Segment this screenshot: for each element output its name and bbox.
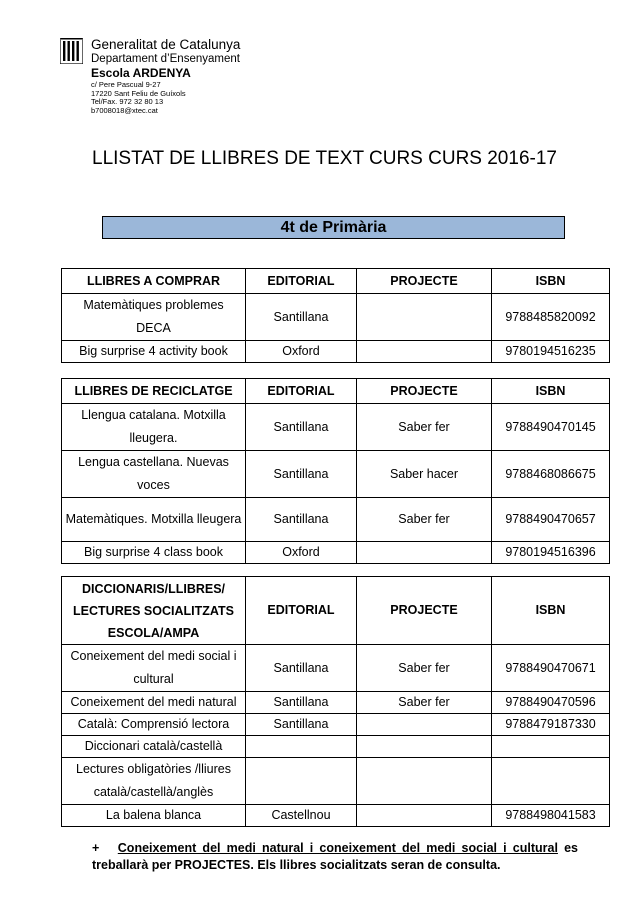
table-row: [62, 542, 610, 564]
table-row: [62, 714, 610, 736]
table-row: [62, 692, 610, 714]
table-row: [62, 758, 610, 805]
generalitat-logo-icon: [60, 38, 83, 64]
column-header: ISBN: [492, 577, 610, 645]
book-project: [357, 758, 492, 805]
book-project: Saber fer: [357, 645, 492, 692]
book-title: Matemàtiques problemes DECA: [62, 294, 246, 341]
table-row: [62, 498, 610, 542]
address-line: c/ Pere Pascual 9-27: [91, 80, 161, 89]
column-header: EDITORIAL: [246, 577, 357, 645]
projects-note: [92, 840, 578, 874]
column-header: ISBN: [492, 379, 610, 404]
document-title: LLISTAT DE LLIBRES DE TEXT CURS CURS 2016-17: [92, 148, 557, 169]
column-header: EDITORIAL: [246, 379, 357, 404]
column-header: LLIBRES DE RECICLATGE: [62, 379, 246, 404]
book-project: [357, 341, 492, 363]
book-project: Saber fer: [357, 498, 492, 542]
department-name: Departament d’Ensenyament: [91, 53, 240, 65]
address-line: 17220 Sant Feliu de Guíxols: [91, 88, 186, 98]
book-publisher: Santillana: [246, 714, 357, 736]
book-title: Big surprise 4 activity book: [62, 341, 246, 363]
book-isbn: 9788468086675: [492, 451, 610, 498]
book-project: Saber fer: [357, 404, 492, 451]
book-title: Matemàtiques. Motxilla lleugera: [62, 498, 246, 542]
book-title: Lengua castellana. Nuevas voces: [62, 451, 246, 498]
book-project: Saber fer: [357, 692, 492, 714]
book-title: Lectures obligatòries /lliures català/castellà/anglès: [62, 758, 246, 805]
book-title: La balena blanca: [62, 805, 246, 827]
book-publisher: Santillana: [246, 294, 357, 341]
book-title: Català: Comprensió lectora: [62, 714, 246, 736]
book-publisher: Santillana: [246, 692, 357, 714]
table-header-row: [62, 379, 610, 404]
book-publisher: Oxford: [246, 341, 357, 363]
book-publisher: Santillana: [246, 451, 357, 498]
table-row: [62, 805, 610, 827]
table-row: [62, 645, 610, 692]
book-title: Big surprise 4 class book: [62, 542, 246, 564]
book-isbn: 9788479187330: [492, 714, 610, 736]
book-isbn: [492, 758, 610, 805]
book-isbn: 9788498041583: [492, 805, 610, 827]
book-isbn: 9788490470145: [492, 404, 610, 451]
book-project: [357, 714, 492, 736]
column-header: PROJECTE: [357, 577, 492, 645]
book-isbn: 9788485820092: [492, 294, 610, 341]
address-line: Tel/Fax. 972 32 80 13: [91, 97, 164, 106]
table-row: [62, 341, 610, 363]
books-to-buy-table: [61, 268, 610, 363]
note-text: es treballarà per PROJECTES. Els llibres socialitzats seran de consulta.: [92, 841, 578, 872]
table-row: [62, 736, 610, 758]
book-project: [357, 542, 492, 564]
column-header: LLIBRES A COMPRAR: [62, 269, 246, 294]
book-project: [357, 805, 492, 827]
book-title: Llengua catalana. Motxilla lleugera.: [62, 404, 246, 451]
column-header: DICCIONARIS/LLIBRES/ LECTURES SOCIALITZATS ESCOLA/AMPA: [62, 577, 246, 645]
school-address: [91, 81, 240, 115]
book-isbn: 9788490470657: [492, 498, 610, 542]
book-publisher: [246, 736, 357, 758]
column-header: ISBN: [492, 269, 610, 294]
book-isbn: 9788490470671: [492, 645, 610, 692]
column-header: PROJECTE: [357, 379, 492, 404]
book-isbn: 9780194516235: [492, 341, 610, 363]
recycled-books-table: [61, 378, 610, 564]
school-name: Escola ARDENYA: [91, 66, 191, 80]
book-isbn: 9780194516396: [492, 542, 610, 564]
org-name: Generalitat de Catalunya: [91, 37, 241, 52]
table-header-row: [62, 577, 610, 645]
book-project: [357, 736, 492, 758]
table-header-row: [62, 269, 610, 294]
book-publisher: Santillana: [246, 645, 357, 692]
book-publisher: Santillana: [246, 498, 357, 542]
book-isbn: 9788490470596: [492, 692, 610, 714]
column-header: PROJECTE: [357, 269, 492, 294]
grade-heading: 4t de Primària: [102, 216, 565, 239]
book-title: Coneixement del medi social i cultural: [62, 645, 246, 692]
book-publisher: [246, 758, 357, 805]
table-row: [62, 404, 610, 451]
book-publisher: Castellnou: [246, 805, 357, 827]
book-title: Diccionari català/castellà: [62, 736, 246, 758]
book-isbn: [492, 736, 610, 758]
book-publisher: Santillana: [246, 404, 357, 451]
table-row: [62, 451, 610, 498]
book-project: Saber hacer: [357, 451, 492, 498]
address-line: b7008018@xtec.cat: [91, 105, 158, 115]
column-header: EDITORIAL: [246, 269, 357, 294]
book-publisher: Oxford: [246, 542, 357, 564]
book-title: Coneixement del medi natural: [62, 692, 246, 714]
bullet: +: [92, 841, 100, 855]
shared-books-table: [61, 576, 610, 827]
table-row: [62, 294, 610, 341]
note-subjects: Coneixement del medi natural i coneixement del medi social i cultural: [117, 841, 558, 855]
book-project: [357, 294, 492, 341]
